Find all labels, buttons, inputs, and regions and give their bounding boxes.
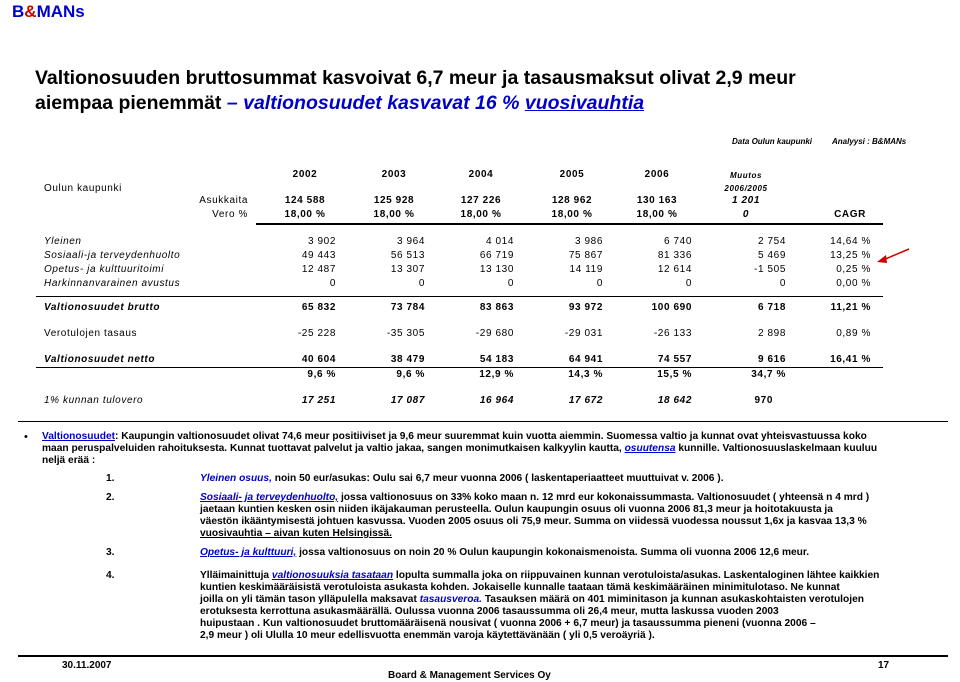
cell: 0 bbox=[779, 278, 786, 289]
vero-value: 18,00 % bbox=[284, 209, 326, 220]
cell: -29 680 bbox=[475, 328, 514, 339]
cell: -29 031 bbox=[564, 328, 603, 339]
cell: 15,5 % bbox=[657, 369, 692, 380]
brutto-rule bbox=[36, 296, 883, 297]
source-analysis: Analyysi : B&MANs bbox=[832, 137, 907, 146]
cell: 3 902 bbox=[307, 236, 336, 247]
item-1: Yleinen osuus, noin 50 eur/asukas: Oulu sai 6,7 meur vuonna 2006 ( laskentaperiaatteet muuttuivat v. 2006 ). bbox=[200, 473, 724, 484]
vero-value: 18,00 % bbox=[636, 209, 678, 220]
vero-value: 18,00 % bbox=[373, 209, 415, 220]
row-label: Harkinnanvarainen avustus bbox=[44, 278, 181, 289]
cell: 40 604 bbox=[301, 354, 336, 365]
year-header: 2002 bbox=[292, 169, 318, 180]
cell: 5 469 bbox=[757, 250, 786, 261]
cell: 13 307 bbox=[390, 264, 425, 275]
cell: 970 bbox=[754, 395, 773, 406]
asukkaita-value: 130 163 bbox=[636, 195, 678, 206]
title-line-2: aiempaa pienemmät – valtionosuudet kasvavat 16 % vuosivauhtia bbox=[35, 92, 645, 114]
bullet-icon: • bbox=[24, 431, 28, 443]
item-4: Ylläimainittuja valtionosuuksia tasataan lopulta summalla joka on riippuvainen kunnan verotuloista/asukas. Laskentaloginen lähtee kaikkien kuntien keskimääräisistä verotuloista asukasta kohden. Jokaiselle kunnalle taataan tämä keskimääräinen minimitulotaso. Ne kunnat joilla on yli tämän tason ylläpulella maksavat tasausveroa. Tasauksen määrä on 401 miminitason ja kunnan asukaskohtaisten verotulojen erotuksesta kerrottuna asukasmäärällä. Oulussa vuonna 2006 tasaussumma oli 26,4 meur, mutta laskussa vuoden 2003 huipustaan . Kun valtionosuudet bruttomääräisenä nousivat ( vuonna 2006 + 6,7 meur) ja tasaussumma pieneni (vuonna 2006 – 2,9 meur ) oli Ululla 10 meur edellisvuotta enemmän varoja käytettävänään ( yli 0,5 veroäyriä ). bbox=[200, 570, 880, 641]
cell: 6 740 bbox=[663, 236, 692, 247]
cell: 9 616 bbox=[757, 354, 786, 365]
cell: 18 642 bbox=[657, 395, 692, 406]
cell: 56 513 bbox=[390, 250, 425, 261]
item-number: 4. bbox=[106, 570, 115, 581]
cell: 64 941 bbox=[568, 354, 603, 365]
cell: 0 bbox=[507, 278, 514, 289]
cell: 0 bbox=[596, 278, 603, 289]
year-header: 2003 bbox=[381, 169, 407, 180]
cell: 16 964 bbox=[479, 395, 514, 406]
source-data: Data Oulun kaupunki bbox=[732, 137, 813, 146]
brutto-label: Valtionosuudet brutto bbox=[44, 302, 161, 313]
cell: 2 754 bbox=[757, 236, 786, 247]
asukkaita-value: 124 588 bbox=[284, 195, 326, 206]
cell: 38 479 bbox=[390, 354, 425, 365]
cell: 65 832 bbox=[301, 302, 336, 313]
tasaus-label: Verotulojen tasaus bbox=[44, 328, 138, 339]
row-label: Sosiaali-ja terveydenhuolto bbox=[44, 250, 181, 261]
arrow-icon bbox=[875, 246, 911, 266]
cell: 3 986 bbox=[574, 236, 603, 247]
cell: 17 672 bbox=[568, 395, 603, 406]
cell: -25 228 bbox=[297, 328, 336, 339]
cell: 14,64 % bbox=[830, 236, 871, 247]
cell: 100 690 bbox=[651, 302, 692, 313]
item-number: 1. bbox=[106, 473, 115, 484]
cell: 17 087 bbox=[390, 395, 425, 406]
cell: 34,7 % bbox=[751, 369, 786, 380]
cell: 75 867 bbox=[568, 250, 603, 261]
cell: 17 251 bbox=[301, 395, 336, 406]
cell: 12 487 bbox=[301, 264, 336, 275]
header-rule bbox=[256, 223, 883, 225]
item-number: 2. bbox=[106, 492, 115, 503]
cell: 4 014 bbox=[485, 236, 514, 247]
cell: 12 614 bbox=[657, 264, 692, 275]
cell: 81 336 bbox=[657, 250, 692, 261]
netto-rule bbox=[36, 367, 883, 368]
footer-company: Board & Management Services Oy bbox=[388, 670, 551, 681]
intro-paragraph: Valtionosuudet: Kaupungin valtionosuudet olivat 74,6 meur positiiviset ja 9,6 meur suuremmat kuin vuotta aiemmin. Suomessa valtio ja kunnat ovat yhteisvastuussa koko maan peruspalveluiden rahoituksesta. Kunnat tuottavat palvelut ja valtio jakaa, sangen monimutkaisen kalkyylin kautta, osuutensa kunnille. Valtionosuuslaskelmaan kuuluu neljä erää : bbox=[42, 431, 878, 466]
cell: 0 bbox=[329, 278, 336, 289]
cell: 73 784 bbox=[390, 302, 425, 313]
logo: B&MANs bbox=[12, 2, 85, 21]
asukkaita-value: 125 928 bbox=[373, 195, 415, 206]
cell: 13,25 % bbox=[830, 250, 871, 261]
row-label: Opetus- ja kulttuuritoimi bbox=[44, 264, 165, 275]
netto-label: Valtionosuudet netto bbox=[44, 354, 156, 365]
footer-rule bbox=[18, 655, 948, 657]
page-number: 17 bbox=[878, 660, 890, 671]
cell: 93 972 bbox=[568, 302, 603, 313]
cell: 6 718 bbox=[757, 302, 786, 313]
cell: 14 119 bbox=[569, 264, 603, 275]
section-rule bbox=[18, 421, 948, 422]
cell: -1 505 bbox=[754, 264, 786, 275]
cell: 3 964 bbox=[396, 236, 425, 247]
city-label: Oulun kaupunki bbox=[44, 183, 122, 194]
cell: 11,21 % bbox=[830, 302, 871, 313]
vero-change: 0 bbox=[742, 209, 750, 220]
cell: 0 bbox=[685, 278, 692, 289]
asukkaita-value: 128 962 bbox=[551, 195, 593, 206]
cell: 83 863 bbox=[479, 302, 514, 313]
cell: 14,3 % bbox=[568, 369, 603, 380]
cell: 9,6 % bbox=[307, 369, 336, 380]
footer-date: 30.11.2007 bbox=[62, 660, 112, 671]
cell: 54 183 bbox=[479, 354, 514, 365]
item-number: 3. bbox=[106, 547, 115, 558]
year-header: 2006 bbox=[644, 169, 670, 180]
cell: -26 133 bbox=[653, 328, 692, 339]
cell: 13 130 bbox=[479, 264, 514, 275]
row-label: Yleinen bbox=[44, 236, 82, 247]
change-period: 2006/2005 bbox=[724, 184, 768, 193]
asukkaita-value: 127 226 bbox=[460, 195, 502, 206]
item-2: Sosiaali- ja terveydenhuolto, jossa valtionosuus on 33% koko maan n. 12 mrd eur kokonaissummasta. Valtionosuudet ( yhteensä n 4 mrd ) jaetaan kuntien kesken osin niiden ikäjakauman perusteella. Oulun kaupungin osuus oli vuonna 2006 81,3 meur ja hoitotakuusta ja väestön ikääntymisestä johtuen kasvussa. Vuoden 2005 osuus oli 75,9 meur. Summa on viidessä vuodessa noussut 1,6x ja kasvaa 13,3 % vuosivauhtia – aivan kuten Helsingissä. bbox=[200, 492, 870, 539]
item-3: Opetus- ja kulttuuri, jossa valtionosuus on noin 20 % Oulun kaupungin kokonaismenoista. Summa oli vuonna 2006 12,6 meur. bbox=[200, 547, 810, 558]
cell: 74 557 bbox=[657, 354, 692, 365]
cell: 9,6 % bbox=[396, 369, 425, 380]
change-header: Muutos bbox=[729, 171, 763, 180]
cell: 66 719 bbox=[479, 250, 514, 261]
cell: 16,41 % bbox=[830, 354, 871, 365]
cell: 0 bbox=[418, 278, 425, 289]
page-title bbox=[35, 66, 935, 116]
asukkaita-change: 1 201 bbox=[731, 195, 761, 206]
title-line-1: Valtionosuuden bruttosummat kasvoivat 6,7 meur ja tasausmaksut olivat 2,9 meur bbox=[35, 67, 796, 89]
cell: 0,25 % bbox=[836, 264, 871, 275]
cell: 0,00 % bbox=[836, 278, 871, 289]
cell: 49 443 bbox=[301, 250, 336, 261]
vero-label: Vero % bbox=[212, 209, 248, 220]
cell: 2 898 bbox=[757, 328, 786, 339]
cell: -35 305 bbox=[386, 328, 425, 339]
cell: 0,89 % bbox=[836, 328, 871, 339]
year-header: 2005 bbox=[559, 169, 585, 180]
tulovero-label: 1% kunnan tulovero bbox=[44, 395, 144, 406]
asukkaita-label: Asukkaita bbox=[199, 195, 248, 206]
cell: 12,9 % bbox=[479, 369, 514, 380]
vero-value: 18,00 % bbox=[460, 209, 502, 220]
year-header: 2004 bbox=[468, 169, 494, 180]
vero-value: 18,00 % bbox=[551, 209, 593, 220]
cagr-header: CAGR bbox=[834, 209, 866, 220]
